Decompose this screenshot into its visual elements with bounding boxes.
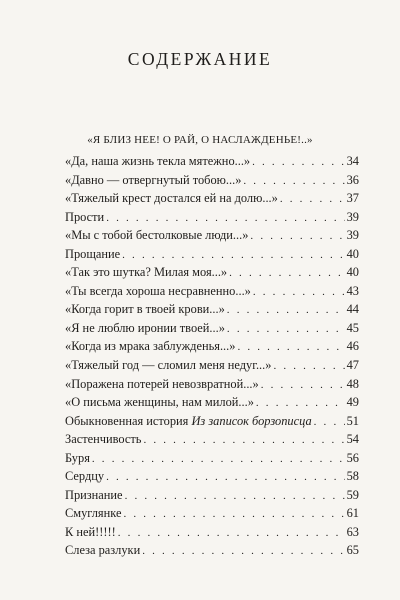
toc-entry-page-number: 44 xyxy=(346,302,359,317)
dot-leader xyxy=(92,453,345,465)
toc-entry-title xyxy=(65,451,90,466)
toc-entry-page-number: 36 xyxy=(346,172,359,187)
toc-entry xyxy=(65,451,359,470)
toc-entry xyxy=(65,339,359,358)
dot-leader xyxy=(280,193,345,205)
dot-leader xyxy=(122,249,344,261)
toc-entry xyxy=(65,154,359,173)
toc-entry-title xyxy=(65,358,271,373)
toc-entry-title-text: «Мы с тобой бестолковые люди...» xyxy=(65,228,249,243)
toc-entry-title-text: «Я не люблю иронии твоей...» xyxy=(65,320,225,335)
toc-entry-title xyxy=(65,191,278,206)
dot-leader xyxy=(261,379,345,391)
toc-entry xyxy=(65,414,359,433)
dot-leader xyxy=(106,471,345,483)
toc-entry-title-text: Прости xyxy=(65,209,105,224)
toc-entry-title-text: Слеза разлуки xyxy=(65,543,141,558)
toc-entry-title xyxy=(65,414,312,429)
page-heading: СОДЕРЖАНИЕ xyxy=(127,49,273,69)
dot-leader xyxy=(314,416,345,428)
dot-leader xyxy=(106,212,344,224)
dot-leader xyxy=(253,286,345,298)
toc-entry-title xyxy=(65,488,123,503)
toc-entry xyxy=(65,377,359,396)
toc-entry-title-text: Застенчивость xyxy=(65,432,142,447)
toc-entry-page-number: 51 xyxy=(346,413,359,428)
toc-entry xyxy=(65,469,359,488)
toc-entry-title xyxy=(65,302,225,317)
dot-leader xyxy=(237,341,344,353)
toc-entry-page-number: 59 xyxy=(346,487,359,502)
toc-entry xyxy=(65,284,359,303)
toc-entry-title xyxy=(65,469,104,484)
toc-entry-title-text: Признание xyxy=(65,487,123,502)
table-of-contents xyxy=(65,154,359,562)
toc-entry-page-number: 47 xyxy=(346,358,359,373)
toc-entry xyxy=(65,228,359,247)
toc-entry xyxy=(65,432,359,451)
dot-leader xyxy=(123,508,344,520)
toc-entry-page-number: 45 xyxy=(346,320,359,335)
toc-entry xyxy=(65,525,359,544)
toc-entry-title xyxy=(65,339,235,354)
dot-leader xyxy=(256,397,345,409)
dot-leader xyxy=(252,156,344,168)
toc-entry-title xyxy=(65,543,140,558)
dot-leader xyxy=(227,304,345,316)
toc-entry-page-number: 48 xyxy=(346,376,359,391)
toc-entry-title xyxy=(65,210,104,225)
toc-entry-title-text: «Да, наша жизнь текла мятежно...» xyxy=(65,154,251,168)
toc-entry xyxy=(65,321,359,340)
toc-entry-title-text: «Так это шутка? Милая моя...» xyxy=(65,265,228,280)
toc-entry-title-text: «Тяжелый крест достался ей на долю...» xyxy=(65,191,278,206)
toc-entry-title-text: Сердцу xyxy=(65,469,105,484)
toc-entry-page-number: 54 xyxy=(346,432,359,447)
toc-entry-page-number: 65 xyxy=(346,543,359,558)
dot-leader xyxy=(118,527,345,539)
toc-entry-title-text: «О письма женщины, нам милой...» xyxy=(65,395,254,410)
toc-entry xyxy=(65,210,359,229)
toc-entry-title xyxy=(65,525,116,540)
toc-entry-title xyxy=(65,321,225,336)
toc-entry-page-number: 39 xyxy=(346,209,359,224)
dot-leader xyxy=(243,175,344,187)
toc-entry-subtitle: Из записок борзописца xyxy=(191,413,312,428)
toc-entry-title xyxy=(65,173,241,188)
toc-entry xyxy=(65,506,359,525)
toc-entry xyxy=(65,358,359,377)
dot-leader xyxy=(142,545,344,557)
toc-entry-title-text: Смуглянке xyxy=(65,506,122,521)
toc-entry-title xyxy=(65,247,120,262)
dot-leader xyxy=(273,360,344,372)
toc-entry-page-number: 49 xyxy=(346,395,359,410)
toc-entry xyxy=(65,191,359,210)
toc-entry-title-text: К ней!!!!! xyxy=(65,524,116,539)
toc-entry-title-text: «Ты всегда хороша несравненно...» xyxy=(65,283,251,298)
toc-entry-title xyxy=(65,265,227,280)
toc-entry xyxy=(65,247,359,266)
toc-entry-page-number: 58 xyxy=(346,469,359,484)
toc-entry xyxy=(65,265,359,284)
toc-entry xyxy=(65,488,359,507)
toc-entry-page-number: 40 xyxy=(346,246,359,261)
toc-entry-page-number: 39 xyxy=(346,228,359,243)
toc-entry xyxy=(65,173,359,192)
dot-leader xyxy=(250,230,344,242)
toc-entry-page-number: 56 xyxy=(346,450,359,465)
toc-entry xyxy=(65,302,359,321)
toc-entry-title xyxy=(65,395,254,410)
toc-entry-title-text: «Тяжелый год — сломил меня недуг...» xyxy=(65,358,272,373)
toc-entry-page-number: 63 xyxy=(346,524,359,539)
toc-entry-title-text: Прощание xyxy=(65,246,121,261)
toc-entry-title-text: «Когда горит в твоей крови...» xyxy=(65,302,225,317)
dot-leader xyxy=(229,267,344,279)
toc-entry-title xyxy=(65,432,141,447)
toc-entry-page-number: 37 xyxy=(346,191,359,206)
toc-entry-title-text: «Давно — отвергнутый тобою...» xyxy=(65,172,242,187)
toc-entry-title xyxy=(65,154,250,169)
toc-entry-title-text: «Когда из мрака заблужденья...» xyxy=(65,339,236,354)
toc-entry-title-text: Буря xyxy=(65,450,90,465)
toc-entry-page-number: 34 xyxy=(346,154,359,168)
toc-entry-title xyxy=(65,506,121,521)
toc-entry-title xyxy=(65,284,251,299)
toc-entry-title xyxy=(65,377,259,392)
toc-entry-title-text: Обыкновенная история xyxy=(65,413,192,428)
toc-entry-title xyxy=(65,228,248,243)
toc-entry xyxy=(65,395,359,414)
dot-leader xyxy=(125,490,345,502)
dot-leader xyxy=(143,434,344,446)
toc-entry-page-number: 40 xyxy=(346,265,359,280)
section-title: «Я БЛИЗ НЕЕ! О РАЙ, О НАСЛАЖДЕНЬЕ!..» xyxy=(87,134,313,146)
toc-entry-page-number: 61 xyxy=(346,506,359,521)
toc-entry-title-text: «Поражена потерей невозвратной...» xyxy=(65,376,259,391)
toc-entry-page-number: 46 xyxy=(346,339,359,354)
dot-leader xyxy=(227,323,345,335)
toc-entry-page-number: 43 xyxy=(346,283,359,298)
toc-entry xyxy=(65,543,359,562)
